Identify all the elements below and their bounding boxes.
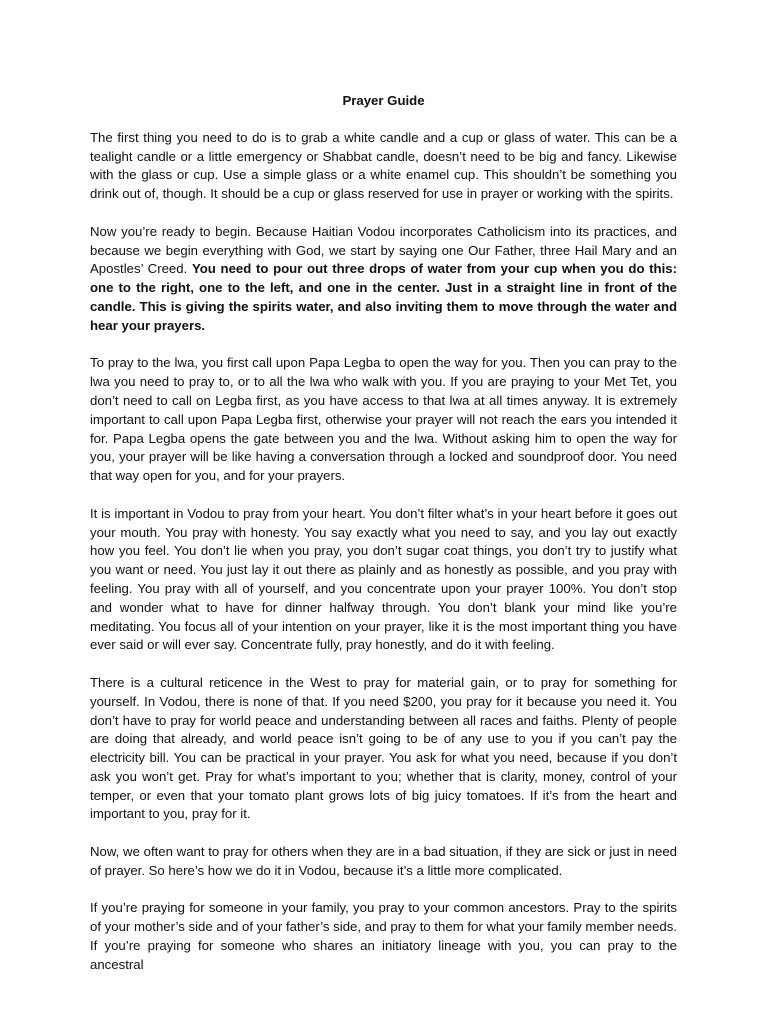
paragraph-papa-legba <box>90 354 677 486</box>
paragraph-pray-for-others <box>90 843 677 881</box>
paragraph-material-gain <box>90 674 677 824</box>
paragraph-family <box>90 899 677 974</box>
paragraph-text: If you’re praying for someone in your family, you pray to your common ancestors. Pray to the spirits of your mother’s side and of your father’s side, and pray to them for what your family member needs. If you’re praying for someone who shares an initiatory lineage with you, you can pray to the ancestral <box>90 900 677 972</box>
paragraph-supplies <box>90 129 677 204</box>
document-body <box>90 92 677 993</box>
document-title: Prayer Guide <box>342 93 425 108</box>
paragraph-text: Now, we often want to pray for others when they are in a bad situation, if they are sick or just in need of prayer. So here’s how we do it in Vodou, because it’s a little more complicated. <box>90 844 677 878</box>
paragraph-text: The first thing you need to do is to grab a white candle and a cup or glass of water. This can be a tealight candle or a little emergency or Shabbat candle, doesn’t need to be big and fancy. Likewise with the glass or cup. Use a simple glass or a white enamel cup. This shouldn’t be something you drink out of, though. It should be a cup or glass reserved for use in prayer or working with the spirits. <box>90 129 677 202</box>
paragraph-text: It is important in Vodou to pray from your heart. You don’t filter what’s in your heart before it goes out your mouth. You pray with honesty. You say exactly what you need to say, and you lay out exactly how you feel. You don’t lie when you pray, you don’t sugar coat things, you don’t try to justify what you want or need. You just lay it out there as plainly and as honestly as possible, and you pray with feeling. You pray with all of yourself, and you concentrate upon your prayer 100%. You don’t stop and wonder what to have for dinner halfway through. You don’t blank your mind like you’re meditating. You focus all of your intention on your prayer, like it is the most important thing you have ever said or will ever say. Concentrate fully, pray honestly, and do it with feeling. <box>90 505 677 653</box>
paragraph-text: Now you’re ready to begin. Because Haitian Vodou incorporates Catholicism into its practices, and because we begin everything with God, we start by saying one Our Father, three Hail Mary and an Apostles’ Creed. <box>90 223 677 277</box>
paragraph-text: To pray to the lwa, you first call upon Papa Legba to open the way for you. Then you can pray to the lwa you need to pray to, or to all the lwa who walk with you. If you are praying to your Met Tet, you don’t need to call on Legba first, as you have access to that lwa at all times anyway. It is extremely important to call upon Papa Legba first, otherwise your prayer will not reach the ears you intended it for. Papa Legba opens the gate between you and the lwa. Without asking him to open the way for you, your prayer will be like having a conversation through a locked and soundproof door. You need that way open for you, and for your prayers. <box>90 355 677 484</box>
paragraph-bold-instruction: You need to pour out three drops of water from your cup when you do this: one to the right, one to the left, and one in the center. Just in a straight line in front of the candle. This is giving the spirits water, and also inviting them to move through the water and hear your prayers. <box>90 261 677 333</box>
paragraph-text: There is a cultural reticence in the West to pray for material gain, or to pray for something for yourself. In Vodou, there is none of that. If you need $200, you pray for it because you need it. You don’t have to pray for world peace and understanding between all races and faiths. Plenty of people are doing that already, and world peace isn’t going to be of any use to you if you can’t pay the electricity bill. You can be practical in your prayer. You ask for what you need, because if you don’t ask you won’t get. Pray for what’s important to you; whether that is clarity, money, control of your temper, or even that your tomato plant grows lots of big juicy tomatoes. If it’s from the heart and important to you, pray for it. <box>90 674 677 822</box>
paragraph-pray-from-heart <box>90 505 677 655</box>
paragraph-begin <box>90 223 677 336</box>
